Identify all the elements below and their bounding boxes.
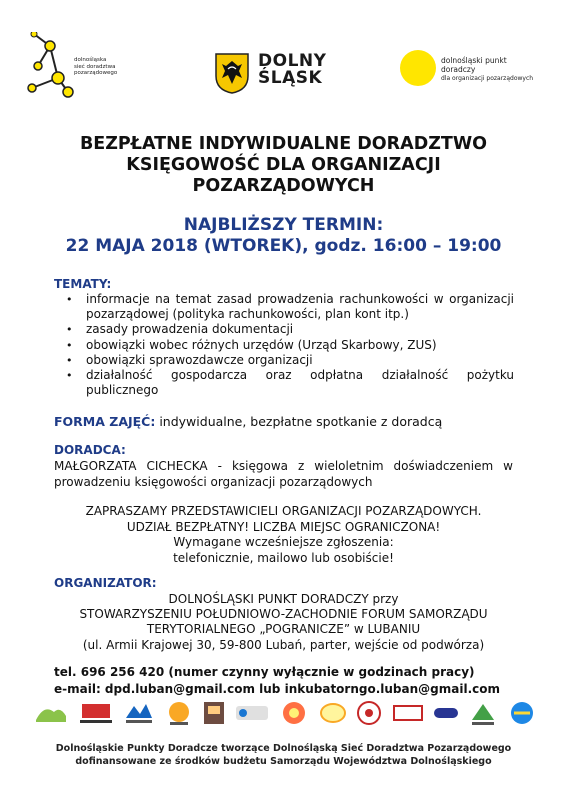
organizer-details: DOLNOŚLĄSKI PUNKT DORADCZY przy STOWARZYSZENIU POŁUDNIOWO-ZACHODNIE FORUM SAMORZĄDU TERYTORIALNEGO „POGRANICZE” w LUBANIU (ul. Armii Krajowej 30, 59-800 Lubań, parter, wejście od podwórza) xyxy=(79,592,488,652)
list-item: • obowiązki sprawozdawcze organizacji xyxy=(54,353,514,368)
sponsor-logo-10-icon xyxy=(390,698,426,728)
sponsor-logo-1-icon xyxy=(34,698,68,728)
form-heading: FORMA ZAJĘĆ: xyxy=(54,414,156,429)
list-item: • obowiązki wobec różnych urzędów (Urząd Skarbowy, ZUS) xyxy=(54,338,514,353)
organizer-heading: ORGANIZATOR: xyxy=(54,576,157,590)
footer-note: Dolnośląskie Punkty Doradcze tworzące Dolnośląską Sieć Doradztwa Pozarządowego dofinansowane ze środków budżetu Samorządu Województwa Dolnośląskiego xyxy=(55,743,512,767)
term-label: NAJBLIŻSZY TERMIN: xyxy=(183,215,384,235)
sponsor-logo-5-icon xyxy=(200,698,228,728)
form-text: indywidualne, bezpłatne spotkanie z doradcą xyxy=(155,414,443,429)
sponsor-logo-6-icon xyxy=(234,698,270,728)
next-term xyxy=(20,215,547,257)
sponsor-logo-9-icon xyxy=(354,698,384,728)
list-item: • zasady prowadzenia dokumentacji xyxy=(54,322,514,337)
sponsor-logo-8-icon xyxy=(318,698,348,728)
sponsor-logo-2-icon xyxy=(76,698,116,728)
punkt-doradczy-logo-text: dolnośląski punkt doradczy dla organizacji pozarządowych xyxy=(441,56,534,82)
list-item: • działalność gospodarcza oraz odpłatna działalność pożytku publicznego xyxy=(54,368,514,398)
invitation: ZAPRASZAMY PRZEDSTAWICIELI ORGANIZACJI POZARZĄDOWYCH. UDZIAŁ BEZPŁATNY! LICZBA MIEJSC OGRANICZONA! Wymagane wcześniejsze zgłoszenia: telefonicznie, mailowo lub osobiście! xyxy=(85,504,482,565)
network-logo-text: dolnośląska sieć doradztwa pozarządowego xyxy=(74,57,118,76)
dolny-slask-wordmark: DOLNY ŚLĄSK xyxy=(258,51,327,88)
header xyxy=(0,0,567,120)
advisor-heading: DORADCA: xyxy=(54,443,126,457)
sponsor-logo-3-icon xyxy=(122,698,156,728)
form-of-classes xyxy=(54,414,442,430)
sponsor-logo-13-icon xyxy=(508,698,536,728)
topics-list xyxy=(54,292,514,398)
punkt-doradczy-circle-icon xyxy=(400,50,436,86)
term-date: 22 MAJA 2018 (WTOREK), godz. 16:00 – 19:00 xyxy=(65,236,502,256)
advisor-text: MAŁGORZATA CICHECKA - księgowa z wieloletnim doświadczeniem w prowadzeniu księgowości organizacji pozarządowych xyxy=(54,459,513,489)
sponsor-logo-11-icon xyxy=(432,698,460,728)
email-text: e-mail: dpd.luban@gmail.com lub inkubatorngo.luban@gmail.com xyxy=(54,681,501,696)
list-item: • informacje na temat zasad prowadzenia rachunkowości w organizacji pozarządowej (polityka rachunkowości, plan kont itp.) xyxy=(54,292,514,322)
sponsor-logo-7-icon xyxy=(276,698,312,728)
contact-info xyxy=(54,664,513,697)
sponsor-logos xyxy=(34,698,534,732)
topics-heading: TEMATY: xyxy=(54,277,112,291)
sponsor-logo-4-icon xyxy=(162,698,196,728)
sponsor-logo-12-icon xyxy=(466,698,500,728)
phone-text: tel. 696 256 420 (numer czynny wyłącznie w godzinach pracy) xyxy=(54,665,475,679)
page-title: BEZPŁATNE INDYWIDUALNE DORADZTWO KSIĘGOWOŚĆ DLA ORGANIZACJI POZARZĄDOWYCH xyxy=(79,134,488,196)
